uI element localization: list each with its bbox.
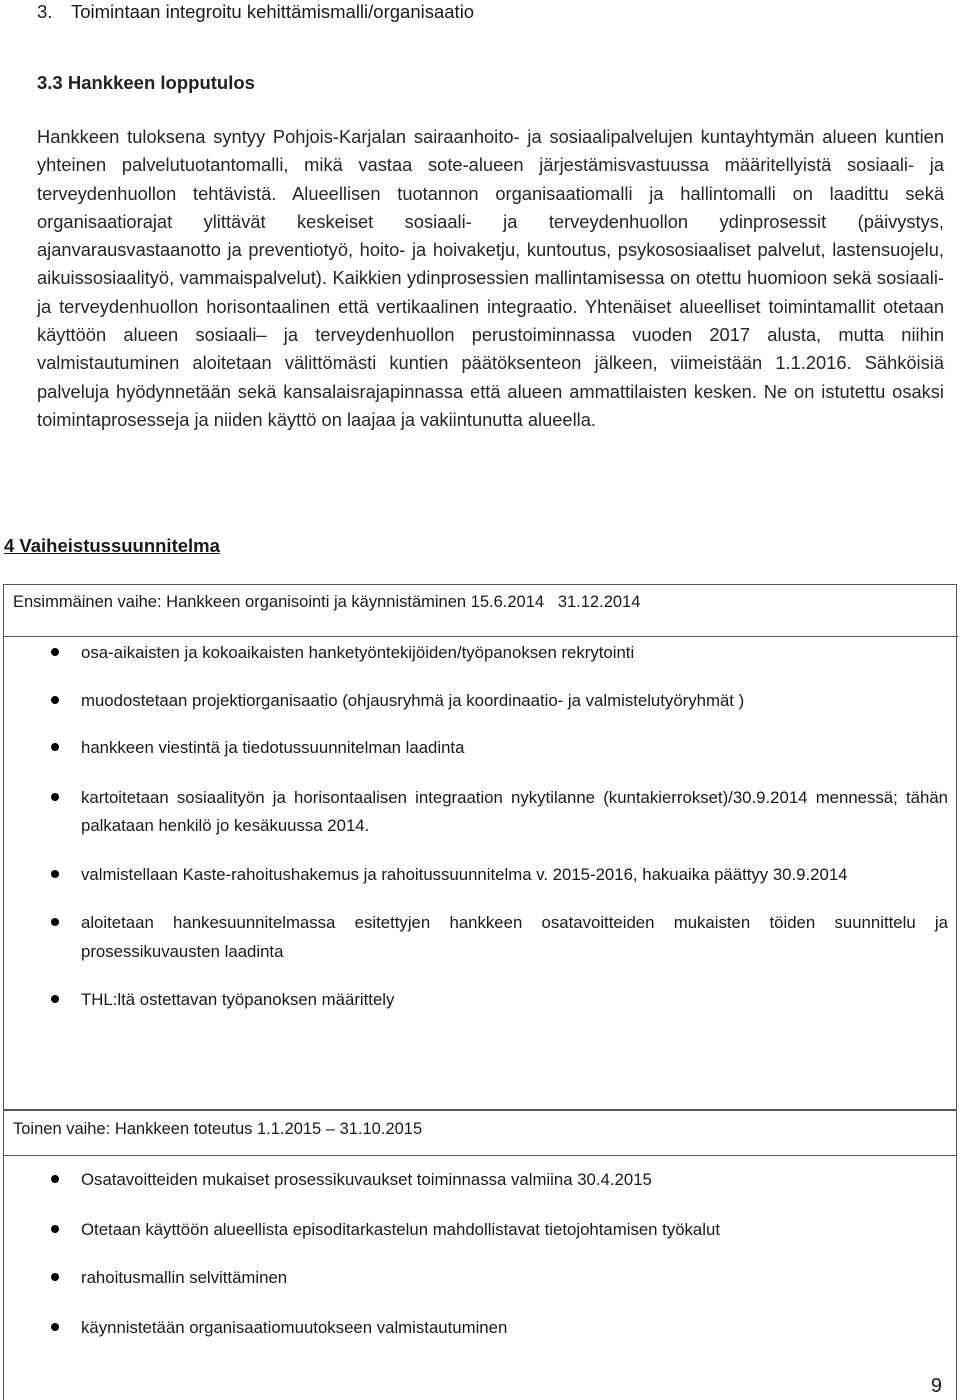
list-item-text: kartoitetaan sosiaalityön ja horisontaalisen integraation nykytilanne (kuntakierrokset)/30.9.2014 mennessä; tähän palkataan henkilö jo kesäkuussa 2014. bbox=[81, 787, 948, 835]
phase1-box bbox=[3, 584, 957, 1110]
list-item-text: Osatavoitteiden mukaiset prosessikuvaukset toiminnassa valmiina 30.4.2015 bbox=[81, 1170, 652, 1189]
top-heading-text: Toimintaan integroitu kehittämismalli/organisaatio bbox=[71, 1, 475, 22]
list-item bbox=[4, 1314, 958, 1343]
bullet-icon bbox=[51, 1273, 59, 1281]
list-item bbox=[4, 639, 958, 668]
list-item bbox=[4, 986, 958, 1015]
bullet-icon bbox=[51, 870, 59, 878]
bullet-icon bbox=[51, 648, 59, 656]
list-item bbox=[4, 1264, 958, 1293]
list-item-text: aloitetaan hankesuunnitelmassa esitettyjen hankkeen osatavoitteiden mukaisten töiden suunnittelu ja prosessikuvausten laadinta bbox=[81, 913, 948, 961]
phase2-title: Toinen vaihe: Hankkeen toteutus 1.1.2015 – 31.10.2015 bbox=[13, 1120, 423, 1138]
bullet-icon bbox=[51, 995, 59, 1003]
list-item bbox=[4, 784, 958, 841]
phase1-title: Ensimmäinen vaihe: Hankkeen organisointi ja käynnistäminen 15.6.2014 31.12.2014 bbox=[13, 593, 641, 611]
phase2-list bbox=[4, 1166, 958, 1342]
lopputulos-paragraph: Hankkeen tuloksena syntyy Pohjois-Karjalan sairaanhoito- ja sosiaalipalvelujen kuntayhtymän alueen kuntien yhteinen palvelutuotantomalli, mikä vastaa sote-alueen järjestämisvastuussa määritellyistä sosiaali- ja terveydenhuollon tehtävistä. Alueellisen tuotannon organisaatiomalli ja hallintomalli on laadittu sekä organisaatiorajat ylittävät keskeiset sosiaali- ja terveydenhuollon ydinprosessit (päivystys, ajanvarausvastaanotto ja preventiotyö, hoito- ja hoivaketju, kuntoutus, psykososiaaliset palvelut, lastensuojelu, aikuissosiaalityö, vammaispalvelut). Kaikkien ydinprosessien mallintamisessa on otettu huomioon sekä sosiaali- ja terveydenhuollon horisontaalinen että vertikaalinen integraatio. Yhtenäiset alueelliset toimintamallit otetaan käyttöön alueen sosiaali– ja terveydenhuollon perustoiminnassa vuoden 2017 alusta, mutta niihin valmistautuminen aloitetaan välittömästi kuntien päätöksenteon jälkeen, viimeistään 1.1.2016. Sähköisiä palveluja hyödynnetään sekä kansalaisrajapinnassa että alueen ammattilaisten kesken. Ne on istutettu osaksi toimintaprosesseja ja niiden käyttö on laajaa ja vakiintunutta alueella. bbox=[37, 126, 944, 430]
list-item bbox=[4, 909, 958, 966]
phase2-box bbox=[3, 1110, 957, 1400]
list-item-text: käynnistetään organisaatiomuutokseen valmistautuminen bbox=[81, 1317, 508, 1337]
list-item bbox=[4, 861, 958, 890]
bullet-icon bbox=[51, 743, 59, 751]
list-item-text: muodostetaan projektiorganisaatio (ohjausryhmä ja koordinaatio- ja valmistelutyöryhmät ) bbox=[81, 690, 745, 710]
list-item-text: THL:ltä ostettavan työpanoksen määrittely bbox=[81, 990, 395, 1009]
bullet-icon bbox=[51, 793, 59, 801]
list-item bbox=[4, 734, 958, 763]
section-4-title: 4 Vaiheistussuunnitelma bbox=[4, 535, 220, 556]
bullet-icon bbox=[51, 1175, 59, 1183]
list-item-text: valmistellaan Kaste-rahoitushakemus ja rahoitussuunnitelma v. 2015-2016, hakuaika päättyy 30.9.2014 bbox=[81, 864, 848, 884]
list-item-text: Otetaan käyttöön alueellista episoditarkastelun mahdollistavat tietojohtamisen työkalut bbox=[81, 1219, 720, 1239]
bullet-icon bbox=[51, 1323, 59, 1331]
list-item bbox=[4, 1166, 958, 1195]
phase2-title-cell bbox=[4, 1111, 956, 1156]
list-item bbox=[4, 687, 958, 716]
phase1-list bbox=[4, 639, 958, 1015]
bullet-icon bbox=[51, 1225, 59, 1233]
top-heading-number: 3. bbox=[37, 1, 53, 22]
list-item-text: osa-aikaisten ja kokoaikaisten hanketyöntekijöiden/työpanoksen rekrytointi bbox=[81, 643, 635, 662]
bullet-icon bbox=[51, 696, 59, 704]
list-item-text: hankkeen viestintä ja tiedotussuunnitelman laadinta bbox=[81, 738, 465, 757]
phase1-title-cell bbox=[4, 585, 958, 637]
section-3-3-title: 3.3 Hankkeen lopputulos bbox=[37, 72, 255, 93]
list-item bbox=[4, 1216, 958, 1245]
top-heading bbox=[37, 0, 474, 24]
bullet-icon bbox=[51, 918, 59, 926]
page-number: 9 bbox=[930, 1375, 942, 1397]
list-item-text: rahoitusmallin selvittäminen bbox=[81, 1268, 288, 1287]
